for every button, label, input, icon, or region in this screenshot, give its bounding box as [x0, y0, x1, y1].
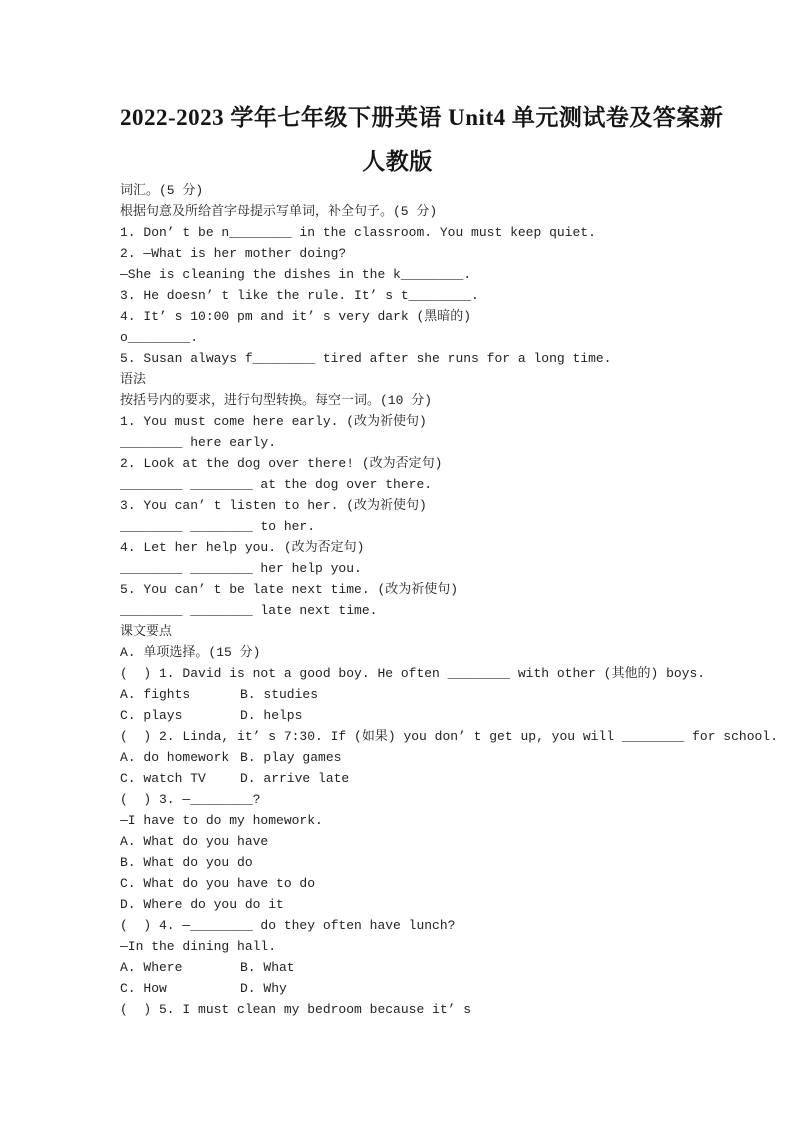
text-line: 2. Look at the dog over there! (改为否定句): [120, 456, 443, 471]
option-row: [120, 747, 675, 768]
text-line: ________ ________ at the dog over there.: [120, 477, 433, 492]
document-title: [120, 96, 724, 184]
text-line: 5. Susan always f________ tired after she runs for a long time.: [120, 351, 612, 366]
option-row: [120, 705, 675, 726]
text-line: 1. You must come here early. (改为祈使句): [120, 414, 427, 429]
text-line: ________ ________ to her.: [120, 519, 316, 534]
text-line: 1. Don’ t be n________ in the classroom. You must keep quiet.: [120, 225, 596, 240]
text-line: ( ) 4. —________ do they often have lunch?: [120, 918, 456, 933]
option-cell: D. helps: [240, 708, 303, 723]
instruction-line: 按括号内的要求，进行句型转换。每空一词。(10 分): [120, 393, 433, 408]
document-title-line1: 2022-2023 学年七年级下册英语 Unit4 单元测试卷及答案新: [120, 105, 724, 130]
section-heading-vocabulary: 词汇。(5 分): [120, 183, 204, 198]
section-heading-key-points: 课文要点: [120, 624, 173, 639]
text-line: ( ) 5. I must clean my bedroom because it’ s: [120, 1002, 472, 1017]
section-heading-grammar: 语法: [120, 372, 147, 387]
text-line: 3. You can’ t listen to her. (改为祈使句): [120, 498, 427, 513]
text-line: —I have to do my homework.: [120, 813, 323, 828]
text-line: ( ) 1. David is not a good boy. He often ________ with other (其他的) boys.: [120, 666, 706, 681]
text-line: ( ) 3. —________?: [120, 792, 261, 807]
text-line: 4. It’ s 10:00 pm and it’ s very dark (黑暗的): [120, 309, 472, 324]
document-body: [120, 180, 778, 1020]
text-line: D. Where do you do it: [120, 897, 284, 912]
option-cell: A. fights: [120, 687, 191, 702]
text-line: —She is cleaning the dishes in the k________.: [120, 267, 472, 282]
instruction-line: 根据句意及所给首字母提示写单词，补全句子。(5 分): [120, 204, 438, 219]
option-row: [120, 957, 675, 978]
document-title-line2: 人教版: [362, 149, 433, 174]
option-cell: A. do homework: [120, 750, 230, 765]
option-row: [120, 684, 675, 705]
text-line: o________.: [120, 330, 199, 345]
option-cell: C. watch TV: [120, 771, 206, 786]
text-line: 3. He doesn’ t like the rule. It’ s t________.: [120, 288, 479, 303]
option-cell: C. plays: [120, 708, 183, 723]
text-line: B. What do you do: [120, 855, 253, 870]
section-heading-multiple-choice: A. 单项选择。(15 分): [120, 645, 261, 660]
text-line: —In the dining hall.: [120, 939, 277, 954]
text-line: 2. —What is her mother doing?: [120, 246, 347, 261]
text-line: ________ ________ her help you.: [120, 561, 362, 576]
text-line: 4. Let her help you. (改为否定句): [120, 540, 365, 555]
text-line: ( ) 2. Linda, it’ s 7:30. If (如果) you don’ t get up, you will ________ for school.: [120, 729, 778, 744]
text-line: ________ here early.: [120, 435, 277, 450]
option-cell: A. Where: [120, 960, 183, 975]
option-row: [120, 978, 675, 999]
text-line: A. What do you have: [120, 834, 269, 849]
option-cell: D. Why: [240, 981, 287, 996]
option-cell: D. arrive late: [240, 771, 350, 786]
option-cell: B. play games: [240, 750, 342, 765]
option-cell: B. What: [240, 960, 295, 975]
option-row: [120, 768, 675, 789]
text-line: C. What do you have to do: [120, 876, 316, 891]
option-cell: B. studies: [240, 687, 319, 702]
text-line: 5. You can’ t be late next time. (改为祈使句): [120, 582, 459, 597]
text-line: ________ ________ late next time.: [120, 603, 378, 618]
option-cell: C. How: [120, 981, 167, 996]
